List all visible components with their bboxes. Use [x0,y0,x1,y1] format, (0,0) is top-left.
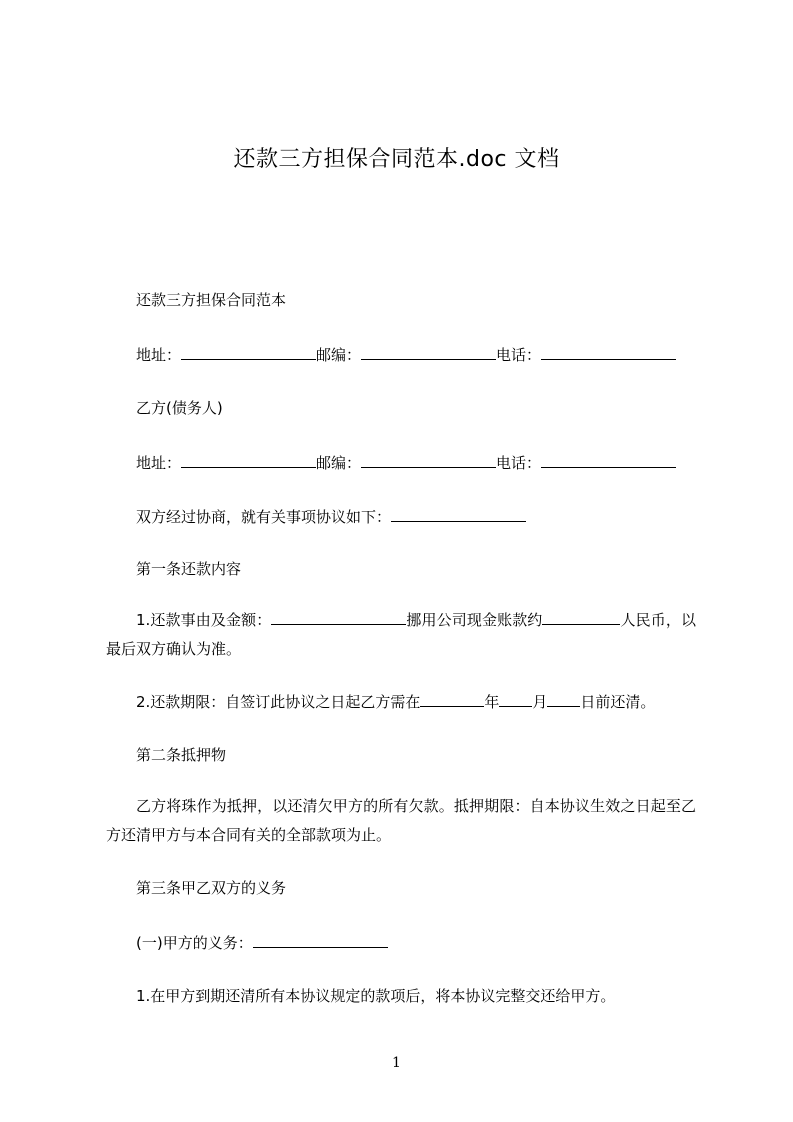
address-line-2 [136,452,676,473]
address-blank[interactable] [181,344,316,360]
postcode-blank[interactable] [361,452,496,468]
article-1-item-1 [106,606,696,664]
year-label: 年 [484,693,500,711]
page-number: 1 [392,1055,401,1071]
phone-blank[interactable] [541,344,676,360]
month-blank[interactable] [499,691,532,707]
postcode-blank[interactable] [361,344,496,360]
phone-label: 电话： [496,346,542,364]
document-title: 还款三方担保合同范本.doc 文档 [233,147,560,172]
agreement-blank[interactable] [391,506,526,522]
phone-label: 电话： [496,454,542,472]
item-2-text-end: 日前还清。 [580,693,656,711]
amount-blank[interactable] [542,609,620,625]
article-2-heading: 第二条抵押物 [136,746,227,764]
article-1-item-2 [136,691,655,712]
phone-blank[interactable] [541,452,676,468]
item-1-label: 1.还款事由及金额： [136,611,272,629]
reason-amount-blank[interactable] [271,609,406,625]
address-line-1 [136,344,676,365]
duties-blank[interactable] [253,932,388,948]
month-label: 月 [532,693,548,711]
postcode-label: 邮编： [316,454,362,472]
article-3-heading: 第三条甲乙双方的义务 [136,879,287,897]
article-2-body: 乙方将珠作为抵押，以还清欠甲方的所有欠款。抵押期限：自本协议生效之日起至乙方还清甲方与本合同有关的全部款项为止。 [106,797,696,844]
day-blank[interactable] [547,691,580,707]
address-blank[interactable] [181,452,316,468]
agreement-intro [136,506,526,527]
item-1-text-end: 人民币，以最后双方确认为准。 [106,611,696,658]
duty-item-1: 1.在甲方到期还清所有本协议规定的款项后，将本协议完整交还给甲方。 [136,987,616,1005]
party-b-heading: 乙方(债务人) [136,399,223,417]
item-2-text: 2.还款期限：自签订此协议之日起乙方需在 [136,693,421,711]
year-blank[interactable] [420,691,484,707]
party-a-duties-label: (一)甲方的义务： [136,934,253,952]
postcode-label: 邮编： [316,346,362,364]
article-1-heading: 第一条还款内容 [136,560,242,578]
contract-subtitle: 还款三方担保合同范本 [136,291,287,309]
agreement-intro-text: 双方经过协商，就有关事项协议如下： [136,508,392,526]
address-label: 地址： [136,454,182,472]
item-1-text: 挪用公司现金账款约 [406,611,543,629]
party-a-duties [136,932,388,953]
address-label: 地址： [136,346,182,364]
